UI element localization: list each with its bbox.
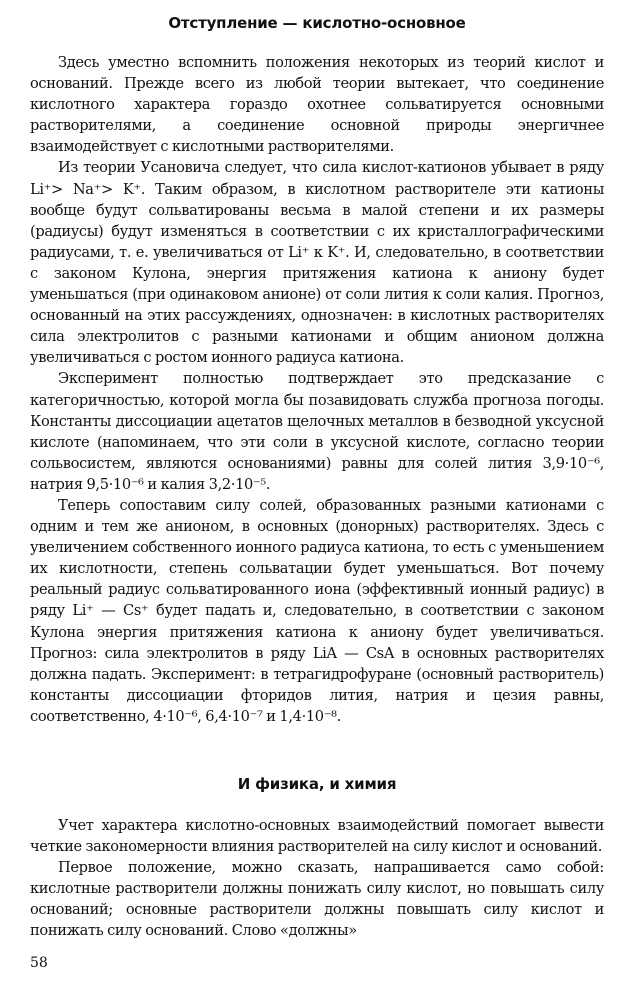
paragraph: Учет характера кислотно-основных взаимодействий помогает вывести четкие закономерности влияния растворителей на силу кислот и оснований. <box>30 817 604 856</box>
paragraph: Здесь уместно вспомнить положения некоторых из теорий кислот и оснований. Прежде всего из любой теории вытекает, что соединение кислотного характера гораздо охотнее сольватируется основными растворителями, а соединение основной природы энергичнее взаимодействует с кислотными растворителями. <box>30 54 604 156</box>
section-heading: Отступление — кислотно-основное <box>168 14 466 32</box>
paragraph: Из теории Усановича следует, что сила кислот-катионов убывает в ряду Li⁺> Na⁺> K⁺. Таким образом, в кислотном растворителе эти катионы вообще будут сольватированы весьма в малой степени и их размеры (радиусы) будут изменяться в соответствии с их кристаллографическими радиусами, т. е. увеличиваться от Li⁺ к K⁺. И, следовательно, в соответствии с законом Кулона, энергия притяжения катиона к аниону будет уменьшаться (при одинаковом анионе) от соли лития к соли калия. Прогноз, основанный на этих рассуждениях, однозначен: в кислотных растворителях сила электролитов с разными катионами и общим анионом должна увеличиваться с ростом ионного радиуса катиона. <box>30 159 604 367</box>
page-body <box>30 14 604 942</box>
paragraph: Эксперимент полностью подтверждает это предсказание с категоричностью, которой могла бы позавидовать служба прогноза погоды. Константы диссоциации ацетатов щелочных металлов в безводной уксусной кислоте (напоминаем, что эти соли в уксусной кислоте, согласно теории сольвосистем, являются основаниями) равны для солей лития 3,9·10⁻⁶, натрия 9,5·10⁻⁶ и калия 3,2·10⁻⁵. <box>30 370 604 493</box>
page-number: 58 <box>30 955 48 971</box>
section-heading: И физика, и химия <box>237 775 397 793</box>
paragraph: Первое положение, можно сказать, напрашивается само собой: кислотные растворители должны понижать силу кислот, но повышать силу оснований; основные растворители должны повышать силу кислот и понижать силу оснований. Слово «должны» <box>30 859 604 940</box>
paragraph: Теперь сопоставим силу солей, образованных разными катионами с одним и тем же анионом, в основных (донорных) растворителях. Здесь с увеличением собственного ионного радиуса катиона, то есть с уменьшением их кислотности, степень сольватации будет уменьшаться. Вот почему реальный радиус сольватированного иона (эффективный ионный радиус) в ряду Li⁺ — Cs⁺ будет падать и, следовательно, в соответствии с законом Кулона энергия притяжения катиона к аниону будет увеличиваться. Прогноз: сила электролитов в ряду LiA — CsA в основных растворителях должна падать. Эксперимент: в тетрагидрофуране (основный растворитель) константы диссоциации фторидов лития, натрия и цезия равны, соответственно, 4·10⁻⁶, 6,4·10⁻⁷ и 1,4·10⁻⁸. <box>30 496 604 725</box>
